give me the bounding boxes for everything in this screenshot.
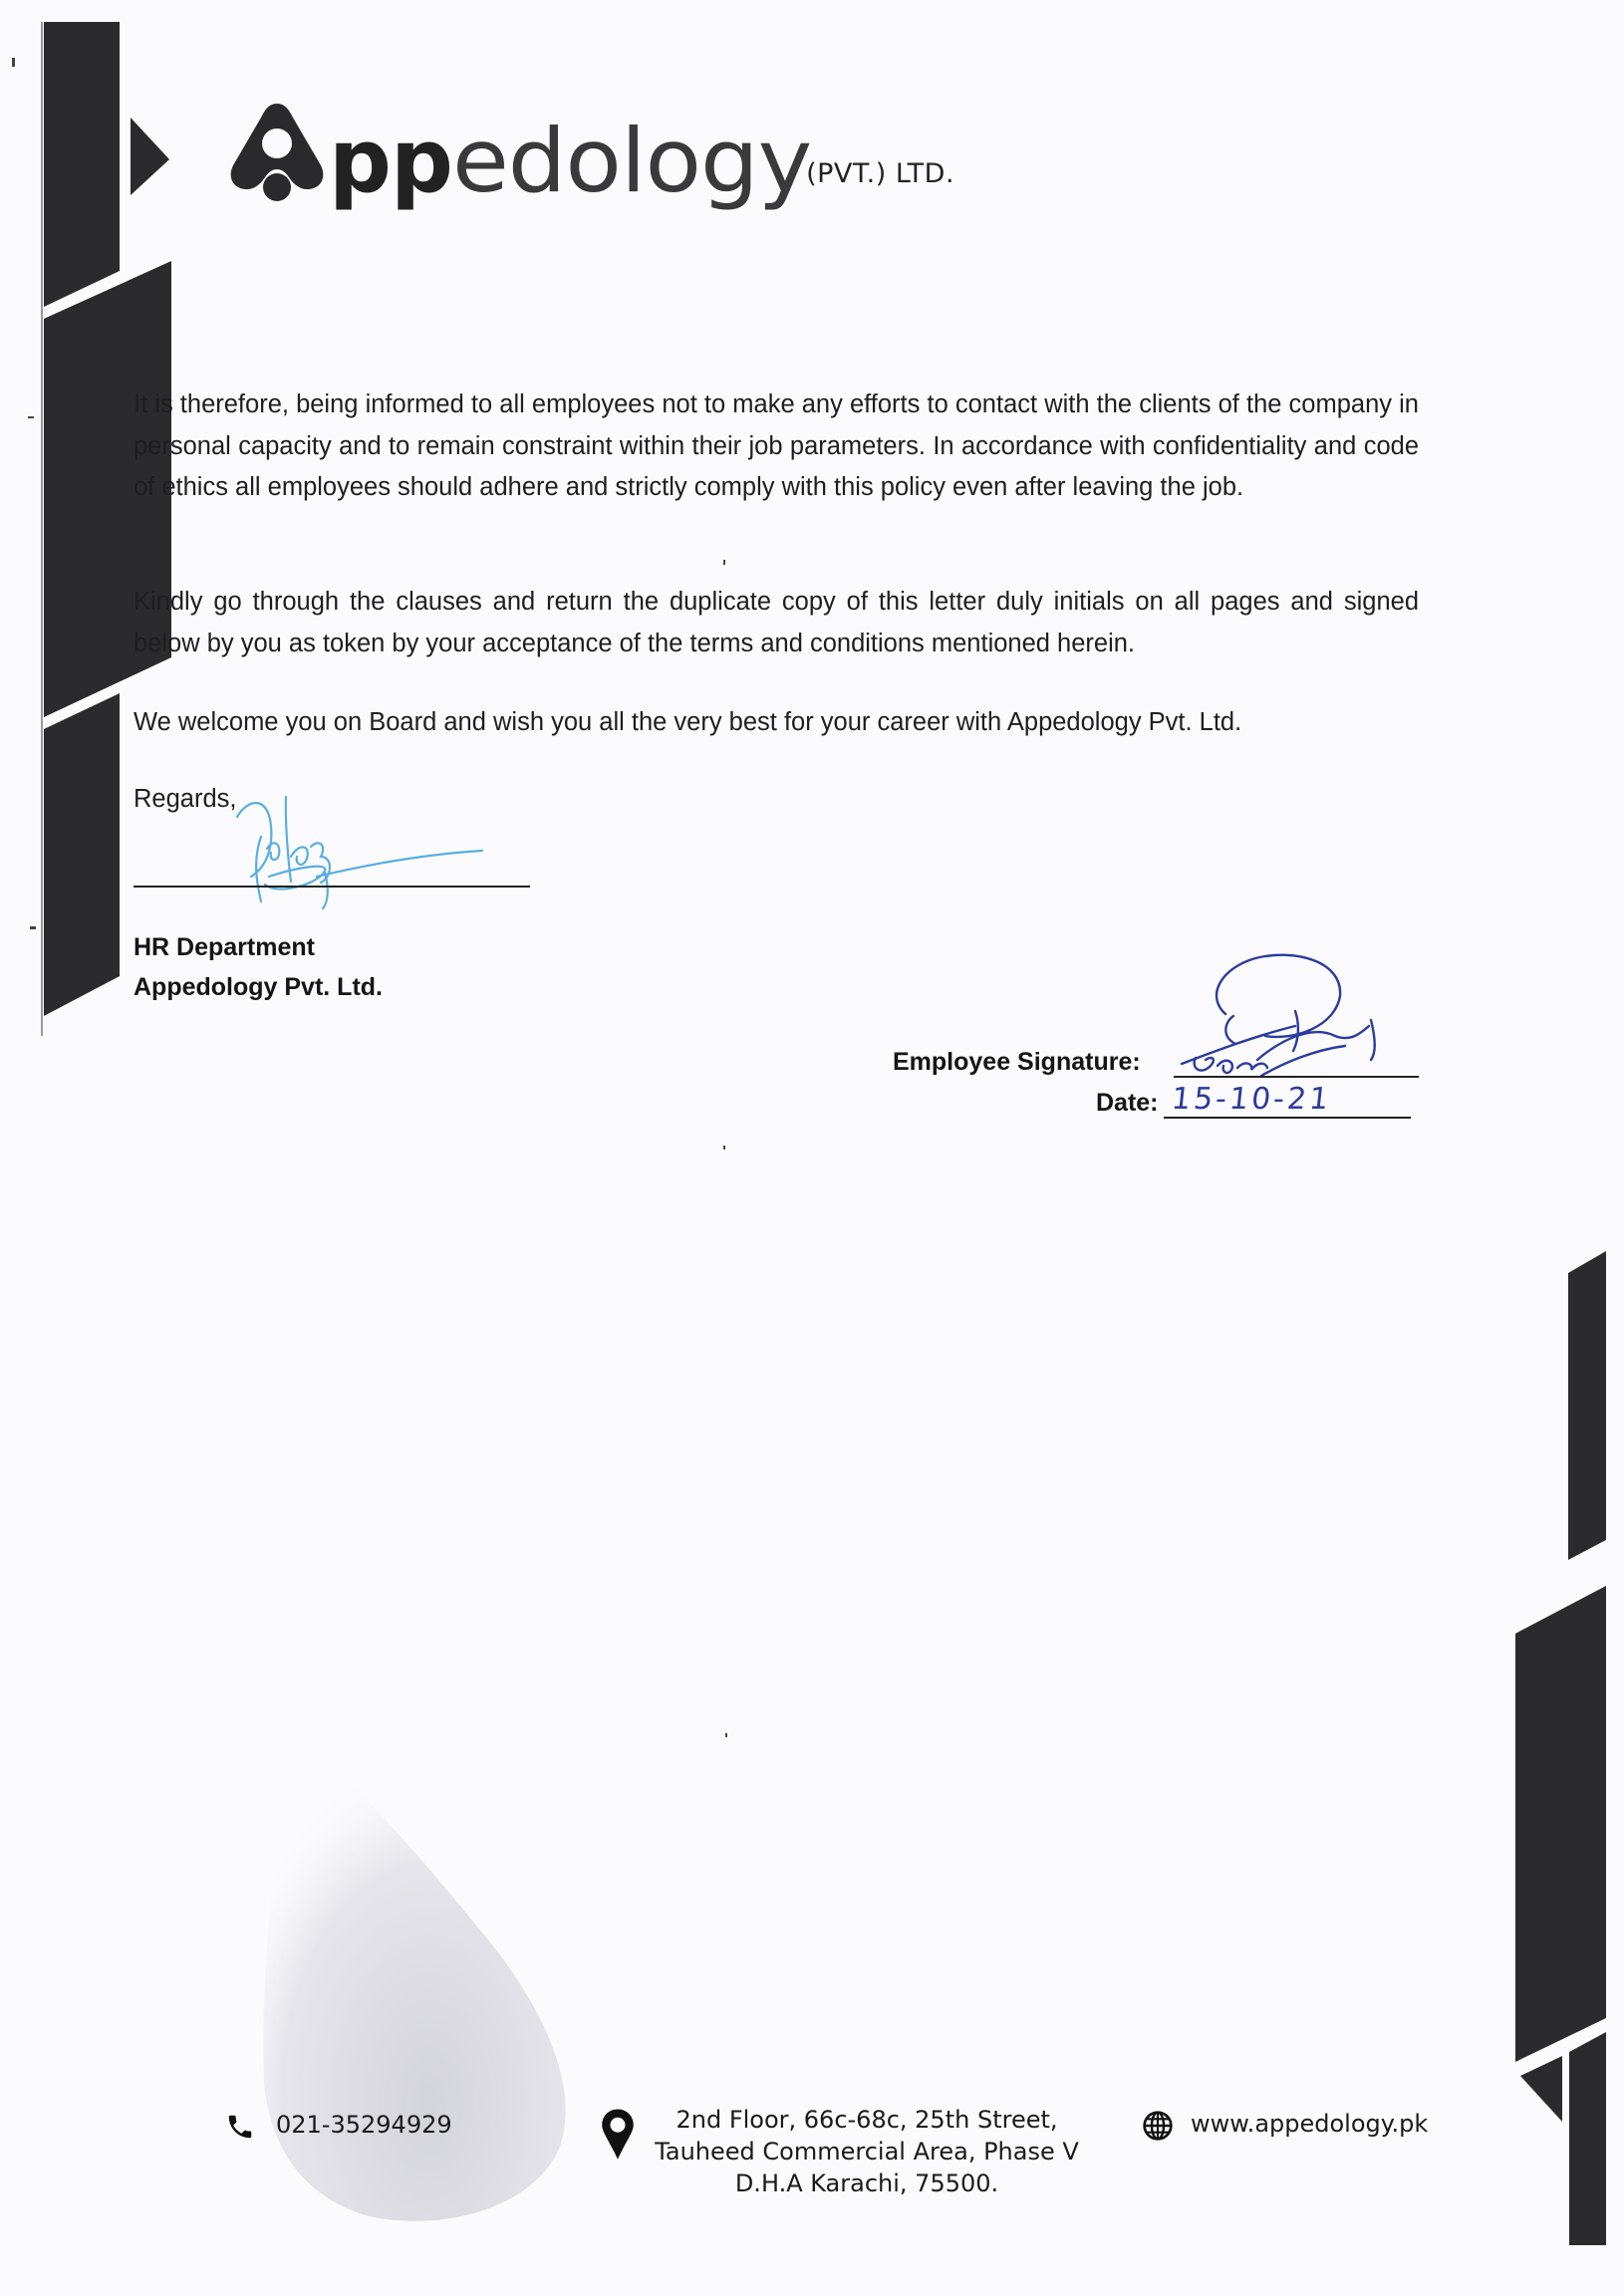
employee-signature-label: Employee Signature: (893, 1048, 1141, 1076)
logo-text-light: edology (451, 110, 812, 212)
map-pin-icon (600, 2108, 636, 2162)
footer-address (638, 2104, 1096, 2199)
right-decor-bar (1515, 1251, 1606, 2245)
hr-signature (237, 797, 482, 908)
left-decor-bar (44, 22, 171, 1016)
hr-signature-line (134, 886, 530, 888)
logo-suffix: (PVT.) LTD. (806, 158, 955, 189)
appedology-logo-icon (227, 100, 327, 203)
scan-speck (28, 416, 34, 418)
employee-signature-line[interactable] (1174, 1076, 1419, 1078)
scan-speck (30, 926, 36, 929)
paragraph-confidentiality: It is therefore, being informed to all employees not to make any efforts to contact with the clients of the company in personal capacity and to remain constraint within their job parameters. In accordance with confidentiality and code of ethics all employees should adhere and strictly comply with this policy even after leaving the job. (134, 390, 1419, 501)
globe-icon (1142, 2110, 1174, 2142)
address-line: 2nd Floor, 66c-68c, 25th Street, (676, 2106, 1058, 2134)
logo-text-bold: pp (329, 110, 452, 212)
signatory-company: Appedology Pvt. Ltd. (134, 973, 383, 1001)
address-line: D.H.A Karachi, 75500. (734, 2169, 999, 2197)
grey-drop-watermark (263, 1738, 565, 2221)
date-label: Date: (1096, 1089, 1159, 1117)
footer-website[interactable]: www.appedology.pk (1191, 2110, 1429, 2138)
paragraph-welcome: We welcome you on Board and wish you all the very best for your career with Appedology Pvt. Ltd. (134, 708, 1242, 736)
scan-speck (12, 58, 15, 67)
phone-icon (225, 2112, 255, 2142)
paragraph-acceptance: Kindly go through the clauses and return the duplicate copy of this letter duly initials on all pages and signed below by you as token by your acceptance of the terms and conditions mentioned herein. (134, 588, 1419, 657)
scan-speck (725, 1733, 727, 1737)
signatory-department: HR Department (134, 933, 315, 961)
employee-signature (1182, 955, 1375, 1076)
address-line: Tauheed Commercial Area, Phase V (655, 2138, 1079, 2166)
closing-regards: Regards, (134, 785, 237, 813)
footer-phone[interactable]: 021-35294929 (276, 2111, 452, 2139)
scan-speck (723, 1146, 725, 1149)
scan-speck (723, 560, 725, 565)
date-value-handwritten: 15-10-21 (1170, 1082, 1334, 1117)
company-logo (227, 92, 955, 212)
date-line[interactable] (1164, 1117, 1411, 1119)
